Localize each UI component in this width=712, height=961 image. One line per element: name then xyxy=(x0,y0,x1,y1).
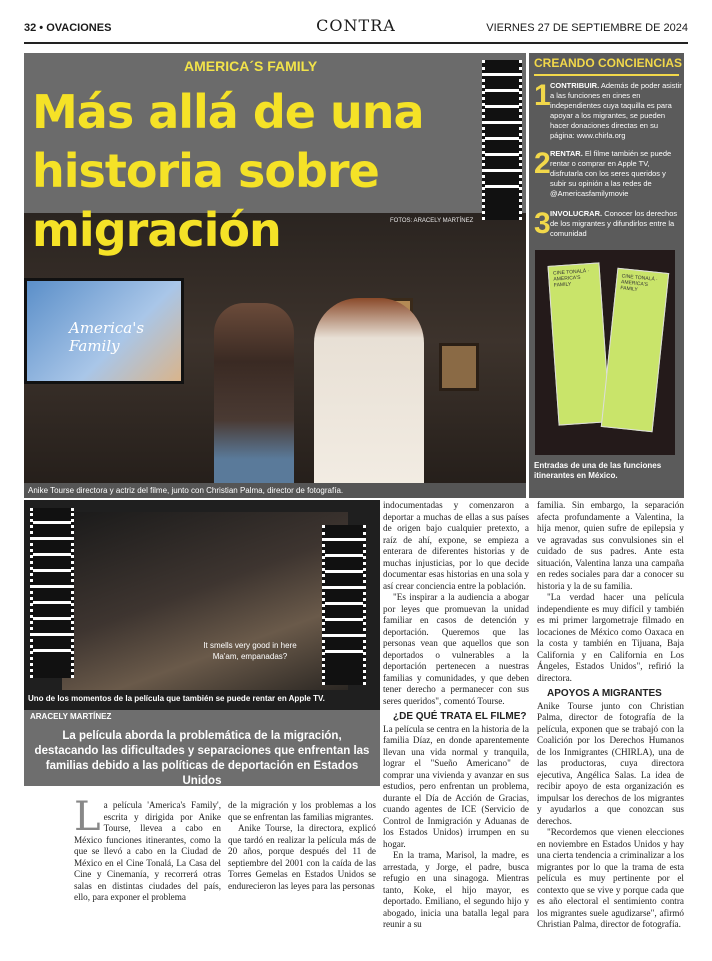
dropcap: L xyxy=(74,794,101,840)
section-title: CONTRA xyxy=(316,16,396,35)
sidebar-item: 3 INVOLUCRAR. Conocer los derechos de los migrantes y difundirlos entre la comunidad xyxy=(534,207,678,240)
article-text: indocumentadas y comenzaron a deportar a muchas de ellas a sus países de origen bajo cualquier pretexto, a raíz de ahí, expone, se empieza a enterara de diferentes historias y de muchas injusticias, por lo que decide documentar esas historias en una sola y así crear conciencia entre la población. xyxy=(383,500,529,591)
article-text: En la trama, Marisol, la madre, es arrestada, y Jorge, el padre, busca refugio en una sinagoga. Mientras tanto, Koke, el hijo mayor, es deportado. Emiliano, el segundo hijo y abogado, inicia una batalla legal para reunir a su xyxy=(383,850,529,929)
article-column-3 xyxy=(383,500,529,931)
sidebar-title: CREANDO CONCIENCIAS xyxy=(534,56,683,70)
wall-frame xyxy=(439,343,479,391)
still-caption: Uno de los momentos de la película que también se puede rentar en Apple TV. xyxy=(28,694,325,703)
article-text: "La verdad hacer una película independiente es muy difícil y también es mi primer largometraje filmado en locaciones de México como Oaxaca en la costa y también en Tijuana, Baja California y en California en Los Ángeles, Estados Unidos", refirió la directora. xyxy=(537,592,684,683)
sidebar-rule xyxy=(534,74,679,76)
movie-poster: America's Family xyxy=(24,278,184,384)
sidebar-item: 2 RENTAR. El filme también se puede rentar o comprar en Apple TV, disfrutarla con los seres queridos y subir su opinión a las redes de @Americasfamilymovie xyxy=(534,147,672,198)
author-byline: ARACELY MARTÍNEZ xyxy=(24,710,380,724)
article-text: "Recordemos que vienen elecciones en noviembre en Estados Unidos y hay una cierta tendencia a criminalizar a los migrantes por lo que la trama de esta película es muy pertinente por el contexto que se vive y porque cada que es año electoral el sentimiento contra los migrantes suele agudizarse", afirmó Christian Palma, director de fotografía. xyxy=(537,827,684,929)
ticket: CINE TONALÁ · AMERICA'S FAMILY xyxy=(547,262,610,425)
article-column-2 xyxy=(228,800,376,892)
photo-caption: Anike Tourse directora y actriz del filme, junto con Christian Palma, director de fotografía. xyxy=(24,483,526,498)
article-text: de la migración y los problemas a los que se enfrentan las familias migrantes. xyxy=(228,800,376,822)
person-anike-tourse xyxy=(314,298,424,498)
film-subtitle: It smells very good in here Ma'am, empanadas? xyxy=(203,641,297,661)
tickets-photo xyxy=(535,250,675,455)
article-column-1 xyxy=(74,794,221,904)
filmstrip-decoration xyxy=(322,525,366,685)
feature-photo-block xyxy=(24,53,526,498)
pull-quote: La película aborda la problemática de la migración, destacando las dificultades y separaciones que enfrentan las familias debido a las políticas de deportación en Estados Unidos xyxy=(24,724,380,786)
kicker: AMERICA´S FAMILY xyxy=(184,58,318,74)
subhead: APOYOS A MIGRANTES xyxy=(547,688,662,699)
article-text: Anike Tourse, la directora, explicó que tardó en realizar la película más de 20 años, porque después del 11 de septiembre del 2001 con la caída de las Torres Gemelas en Estados Unidos se endurecieron las leyes para las personas xyxy=(228,823,376,891)
subhead: ¿DE QUÉ TRATA EL FILME? xyxy=(393,711,527,722)
article-text: Anike Tourse junto con Christian Palma, director de fotografía de la película, exponen que se trabajó con la Coalición por los Derechos Humanos de los Inmigrantes (CHIRLA), una de las productoras, cuya directora ejecutiva, Angélica Salas. La idea de recibir apoyo de esta organización es impulsar los derechos de los migrantes y ayudarlos a que conozcan sus derechos. xyxy=(537,700,684,826)
article-text: familia. Sin embargo, la separación afecta profundamente a Valentina, la hija menor, quien sufre de epilepsia y ve agravadas sus convulsiones sin el cuidado de sus padres. Ante esta situación, Valentina lanza una campaña en redes sociales para dar a conocer su historia y la de su familia. xyxy=(537,500,684,591)
photo-credit: FOTOS: ARACELY MARTÍNEZ xyxy=(390,218,474,224)
filmstrip-decoration xyxy=(30,508,74,678)
article-text: "Es inspirar a la audiencia a abogar por leyes que promuevan la unidad familiar en casos de detención y deportación. Queremos que las personas vean que aquellos que son deportados o vulnerables a la deportación pertenecen a nuestras familias y comunidades, y que deben tener derecho a permanecer con sus seres queridos", comentó Tourse. xyxy=(383,592,529,706)
issue-date: VIERNES 27 DE SEPTIEMBRE DE 2024 xyxy=(486,22,688,34)
masthead xyxy=(24,10,688,40)
article-text: a película 'America's Family', escrita y dirigida por Anike Tourse, llevea a cabo en México funciones itinerantes, como la que se llevó a cabo en la Ciudad de México en el Cine Tonalá, La Casa del Cine y Cinemanía, y recorrerá otras salas en distintas ciudades del país, ello, para exponer el problema xyxy=(74,800,221,902)
masthead-rule xyxy=(24,42,688,44)
sidebar-item: 1 CONTRIBUIR. Además de poder asistir a las funciones en cines en independientes cuya taquilla es para apoyar a los migrantes, se pueden hacer donaciones directas en su página: www.chirla.org xyxy=(534,79,682,140)
ticket: CINE TONALÁ · AMERICA'S FAMILY xyxy=(601,268,669,433)
article-text: La película se centra en la historia de la familia Díaz, en donde aparentemente llevan una vida normal y tranquila, lograr el "Sueño Americano" de comprar una vivienda y avanzar en sus estudios, pero enfrentan un problema, durante el Día de Acción de Gracias, cuando agentes de ICE (Servicio de Control de Inmigración y Aduanas de los Estados Unidos) irrumpen en su hogar. xyxy=(383,723,529,849)
sidebar-box xyxy=(529,53,684,498)
tickets-caption: Entradas de una de las funciones itinerantes en México. xyxy=(534,461,662,480)
film-still xyxy=(62,512,348,690)
filmstrip-decoration xyxy=(482,60,522,220)
article-column-4 xyxy=(537,500,684,931)
person-christian-palma xyxy=(214,303,294,498)
headline: Más allá de una historia sobre migración xyxy=(32,85,424,257)
page-section: 32 • OVACIONES xyxy=(24,22,112,34)
